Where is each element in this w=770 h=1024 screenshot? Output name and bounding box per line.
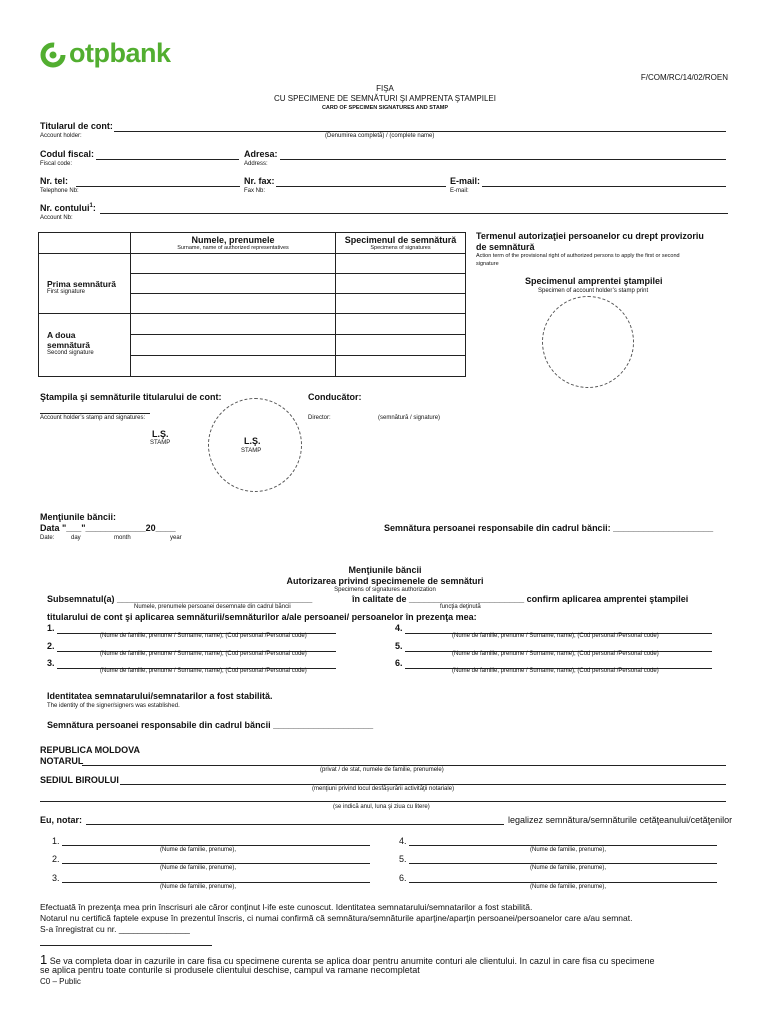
- cont-label-text: Nr. contului: [40, 203, 90, 213]
- table-header-spec: [336, 233, 466, 254]
- row2-label-cell: [39, 314, 131, 377]
- fiscal-en: Fiscal code:: [40, 161, 73, 167]
- date-note: (se indică anul, luna şi ziua cu litere): [333, 804, 430, 810]
- tel-input[interactable]: [76, 186, 240, 187]
- notary-item-5-note: (Nume de familie, prenume),: [530, 865, 607, 871]
- conducator-label: Conducător:: [308, 392, 362, 402]
- notary-item-2-input[interactable]: [62, 863, 370, 864]
- notary-item-2-num: 2.: [52, 854, 60, 864]
- auth-item-5-num: 5.: [395, 641, 403, 651]
- adresa-input[interactable]: [280, 159, 726, 160]
- notary-item-3-num: 3.: [52, 873, 60, 883]
- term-title-l1: Termenul autorizaţiei persoanelor cu drept provizoriu: [476, 231, 704, 241]
- sediul-input[interactable]: [120, 784, 726, 785]
- notary-item-4-input[interactable]: [409, 845, 717, 846]
- titular-label: Titularul de cont:: [40, 121, 113, 131]
- row2-label-l2: semnătură: [47, 340, 90, 350]
- notary-paragraph-3[interactable]: S-a înregistrat cu nr. _______________: [40, 924, 190, 934]
- auth-item-4-num: 4.: [395, 623, 403, 633]
- notary-item-1-input[interactable]: [62, 845, 370, 846]
- titular-en: Account holder:: [40, 133, 82, 139]
- col-spec: Specimenul de semnătură: [344, 235, 457, 245]
- auth-item-4-note: (Nume de familie, prenume / Surname, name), (Cod personal /Personal code): [452, 633, 659, 639]
- row2b-spec[interactable]: [336, 335, 466, 356]
- stamp-signature-line[interactable]: [40, 413, 150, 414]
- row1-en: First signature: [47, 289, 86, 295]
- sediul-label: SEDIUL BIROULUI: [40, 775, 119, 785]
- row1c-name[interactable]: [131, 294, 336, 314]
- cont-label: [40, 203, 96, 213]
- in-calitate-line[interactable]: în calitate de _______________________ confirm aplicarea amprentei ştampilei: [352, 594, 689, 604]
- eu-notar-label: Eu, notar:: [40, 815, 82, 825]
- auth-item-3-note: (Nume de familie, prenume / Surname, name), (Cod personal /Personal code): [100, 668, 307, 674]
- sediul-note: (menţiuni privind locul desfăşurării activităţii notariale): [312, 786, 455, 792]
- stamp2: STAMP: [241, 448, 262, 454]
- auth-item-1-note: (Nume de familie, prenume / Surname, name), (Cod personal /Personal code): [100, 633, 307, 639]
- day-label: day: [71, 535, 81, 541]
- col-spec-en: Specimens of signatures: [370, 245, 431, 251]
- notary-item-1-num: 1.: [52, 836, 60, 846]
- notarul-note: (privat / de stat, numele de familie, prenumele): [320, 767, 444, 773]
- term-en-l1: Action term of the provisional right of authorized persons to apply the first or second: [476, 253, 680, 259]
- logo-text: otpbank: [69, 38, 171, 68]
- auth-title-en: Specimens of signatures authorization: [334, 587, 436, 593]
- notary-item-5-input[interactable]: [409, 863, 717, 864]
- function-note: funcţia deţinută: [440, 604, 481, 610]
- auth-item-5-note: (Nume de familie, prenume / Surname, name), (Cod personal /Personal code): [452, 651, 659, 657]
- notary-item-4-note: (Nume de familie, prenume),: [530, 847, 607, 853]
- notarul-input[interactable]: [82, 765, 726, 766]
- adresa-en: Address:: [244, 161, 268, 167]
- email-en: E-mail:: [450, 188, 469, 194]
- director-label: Director:: [308, 415, 331, 421]
- email-input[interactable]: [482, 186, 726, 187]
- adresa-label: Adresa:: [244, 149, 278, 159]
- date-en: Date:: [40, 535, 55, 541]
- notary-item-3-note: (Nume de familie, prenume),: [160, 884, 237, 890]
- auth-title2: Autorizarea privind specimenele de semnături: [286, 576, 484, 586]
- titular-presence-line: titularului de cont şi aplicarea semnăturii/semnăturilor a/ale persoanei/ persoanelor în prezenţa mea:: [47, 612, 477, 622]
- row2a-name[interactable]: [131, 314, 336, 335]
- fiscal-label: Codul fiscal:: [40, 149, 95, 159]
- title-en: CARD OF SPECIMEN SIGNATURES AND STAMP: [321, 105, 449, 111]
- row1b-name[interactable]: [131, 274, 336, 294]
- notary-item-1-note: (Nume de familie, prenume),: [160, 847, 237, 853]
- notary-item-2-note: (Nume de familie, prenume),: [160, 865, 237, 871]
- stamp-label: Ştampila şi semnăturile titularului de cont:: [40, 392, 222, 402]
- auth-title1: Menţiunile băncii: [348, 565, 422, 575]
- month-label: month: [114, 535, 131, 541]
- row2c-name[interactable]: [131, 356, 336, 377]
- identity-text: Identitatea semnatarului/semnatarilor a fost stabilită.: [47, 691, 273, 701]
- title-line1: FIŞA: [376, 84, 394, 93]
- notary-item-3-input[interactable]: [62, 882, 370, 883]
- notary-item-6-input[interactable]: [409, 882, 717, 883]
- classification-label: C0 – Public: [40, 977, 81, 986]
- footnote-divider: [40, 945, 212, 946]
- otp-logo-icon: [40, 42, 66, 68]
- notarul-label: NOTARUL: [40, 756, 84, 766]
- fax-label: Nr. fax:: [244, 176, 275, 186]
- term-en-l2: signature: [476, 261, 499, 267]
- auth-item-6-note: (Nume de familie, prenume / Surname, name), (Cod personal /Personal code): [452, 668, 659, 674]
- row1-label-cell: [39, 254, 131, 314]
- row1a-name[interactable]: [131, 254, 336, 274]
- term-title-l2: de semnătură: [476, 242, 535, 252]
- row2-en: Second signature: [47, 350, 94, 356]
- auth-item-3-num: 3.: [47, 658, 55, 668]
- auth-item-6-num: 6.: [395, 658, 403, 668]
- stamp-specimen-title: Specimenul amprentei ştampilei: [525, 276, 663, 286]
- footnote-number: 1: [40, 952, 48, 967]
- bank-responsible-1[interactable]: Semnătura persoanei responsabile din cadrul băncii: ____________________: [384, 523, 714, 533]
- table-header-empty: [39, 233, 131, 254]
- row2b-name[interactable]: [131, 335, 336, 356]
- signature-table: [38, 232, 466, 377]
- col-name: Numele, prenumele: [191, 235, 275, 245]
- notary-paragraph-1: Efectuată în prezenţa mea prin înscrisuri ale căror conţinut l-ife este cunoscut. Identitatea semnatarului/semnatarilor a fost stabilită.: [40, 902, 533, 912]
- date-input[interactable]: [40, 801, 726, 802]
- col-name-en: Surname, name of authorized representatives: [177, 245, 289, 251]
- titular-note: (Denumirea completă) / (complete name): [325, 133, 435, 139]
- eu-notar-input[interactable]: [86, 824, 504, 825]
- stamp-circle-right[interactable]: [542, 296, 634, 388]
- row2a-spec[interactable]: [336, 314, 466, 335]
- cont-en: Account Nb:: [40, 215, 73, 221]
- row2c-spec[interactable]: [336, 356, 466, 377]
- stamp1: STAMP: [150, 440, 171, 446]
- identity-en: The identity of the signer/signers was established.: [47, 703, 180, 709]
- row2-label-l1: A doua: [47, 330, 76, 340]
- ls2: L.Ş.: [244, 436, 261, 446]
- notary-item-5-num: 5.: [399, 854, 407, 864]
- bank-responsible-2[interactable]: Semnătura persoanei responsabile din cadrul băncii ____________________: [47, 720, 374, 730]
- email-label: E-mail:: [450, 176, 481, 186]
- titular-input[interactable]: [114, 131, 726, 132]
- signature-note: (semnătură / signature): [378, 415, 441, 421]
- notary-item-6-note: (Nume de familie, prenume),: [530, 884, 607, 890]
- cont-input[interactable]: [100, 213, 728, 214]
- stamp-specimen-en: Specimen of account holder’s stamp print: [538, 288, 649, 294]
- row1c-spec[interactable]: [336, 294, 466, 314]
- republic-label: REPUBLICA MOLDOVA: [40, 745, 140, 755]
- footnote-text1: Se va completa doar in cazurile in care fisa cu specimene curenta se aplica doar pentru anumite conturi ale clientului. In cazul in care fisa cu specimene: [47, 956, 655, 966]
- footnote-line2: se aplica pentru toate conturile si produsele clientului deschise, campul va ramane necompletat: [40, 965, 420, 975]
- fax-input[interactable]: [276, 186, 446, 187]
- year-label: year: [170, 535, 182, 541]
- row1a-spec[interactable]: [336, 254, 466, 274]
- mentiuni-label: Menţiunile băncii:: [40, 512, 117, 522]
- notary-item-6-num: 6.: [399, 873, 407, 883]
- notary-paragraph-2: Notarul nu certifică faptele expuse în prezentul înscris, ci numai confirmă că semnătura/semnăturile aparţine/aparţin persoanei/persoanelor care a/au semnat.: [40, 913, 633, 923]
- notary-item-4-num: 4.: [399, 836, 407, 846]
- stamp-en: Account holder’s stamp and signatures:: [40, 415, 146, 421]
- fiscal-input[interactable]: [96, 159, 239, 160]
- row1-label: Prima semnătură: [47, 279, 116, 289]
- auth-item-2-num: 2.: [47, 641, 55, 651]
- data-line[interactable]: Data "___"____________20____: [40, 523, 176, 533]
- row1b-spec[interactable]: [336, 274, 466, 294]
- name-note: Numele, prenumele persoanei desemnate din cadrul băncii: [134, 604, 291, 610]
- legalizez-text: legalizez semnătura/semnăturile cetăţeanului/cetăţenilor: [508, 815, 733, 825]
- tel-en: Telephone Nb:: [40, 188, 79, 194]
- subsemnatul-line[interactable]: Subsemnatul(a) _______________________________________: [47, 594, 313, 604]
- footnote-ref: 1: [89, 203, 93, 209]
- ls1: L.Ş.: [152, 429, 169, 439]
- tel-label: Nr. tel:: [40, 176, 69, 186]
- auth-item-2-note: (Nume de familie, prenume / Surname, name), (Cod personal /Personal code): [100, 651, 307, 657]
- table-header-name: [131, 233, 336, 254]
- cont-colon: :: [92, 203, 96, 213]
- title-line2: CU SPECIMENE DE SEMNĂTURI ŞI AMPRENTA ŞTAMPILEI: [274, 94, 496, 103]
- fax-en: Fax Nb:: [244, 188, 266, 194]
- form-code: F/COM/RC/14/02/ROEN: [640, 73, 728, 82]
- auth-item-1-num: 1.: [47, 623, 55, 633]
